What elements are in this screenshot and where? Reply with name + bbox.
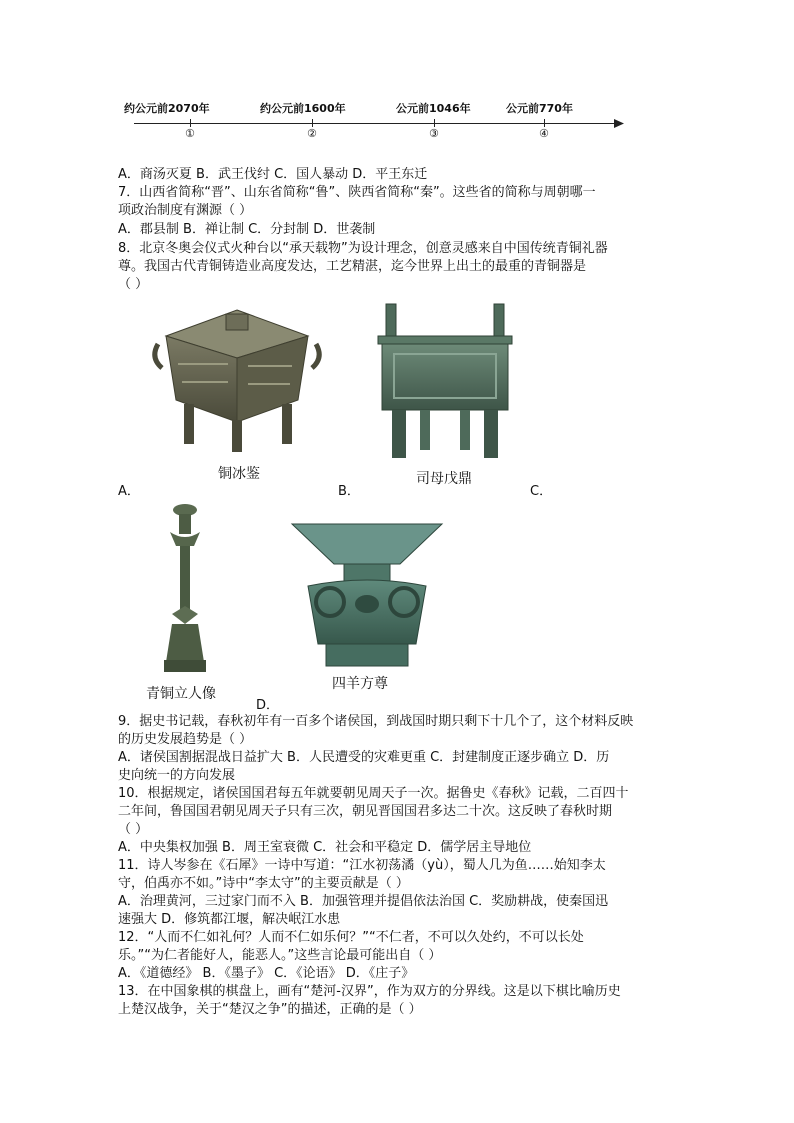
q8-stem-3: （ ）	[118, 277, 149, 292]
q9-options-1: A．诸侯国割据混战日益扩大 B．人民遭受的灾难更重 C．封建制度正逐步确立 D．历	[118, 750, 610, 765]
simuwu-ding-image	[376, 302, 514, 462]
caption-b: 司母戊鼎	[416, 471, 472, 487]
timeline-arrow-icon	[614, 119, 624, 128]
q8-stem-2: 尊。我国古代青铜铸造业高度发达，工艺精湛，迄今世界上出土的最重的青铜器是	[118, 259, 587, 274]
q12-stem-2: 乐。”“为仁者能好人，能恶人。”这些言论最可能出自（ ）	[118, 948, 442, 963]
q13-stem-1: 13．在中国象棋的棋盘上，画有“楚河-汉界”，作为双方的分界线。这是以下棋比喻历史	[118, 984, 621, 999]
timeline-num-4: ④	[539, 127, 549, 140]
q9-options-2: 史向统一的方向发展	[118, 768, 236, 783]
option-c-label: C．	[530, 484, 553, 499]
q8-stem-1: 8．北京冬奥会仪式火种台以“承天载物”为设计理念，创意灵感来自中国传统青铜礼器	[118, 241, 608, 256]
q7-options: A．郡县制 B．禅让制 C．分封制 D．世袭制	[118, 222, 376, 237]
timeline-num-1: ①	[185, 127, 195, 140]
caption-a: 铜冰鉴	[218, 466, 260, 482]
option-d-label: D．	[256, 698, 280, 713]
timeline-label-2: 约公元前1600年	[260, 102, 346, 115]
q13-stem-2: 上楚汉战争，关于“楚汉之争”的描述，正确的是（ ）	[118, 1002, 422, 1017]
q9-stem-1: 9．据史书记载，春秋初年有一百多个诸侯国，到战国时期只剩下十几个了，这个材料反映	[118, 714, 634, 729]
timeline-tick	[190, 119, 191, 127]
q10-options: A．中央集权加强 B．周王室衰微 C．社会和平稳定 D．儒学居主导地位	[118, 840, 532, 855]
q12-options: A．《道德经》 B．《墨子》 C．《论语》 D．《庄子》	[118, 966, 415, 981]
q11-options-1: A．治理黄河，三过家门而不入 B．加强管理并提倡依法治国 C．奖励耕战，使秦国迅	[118, 894, 609, 909]
q10-stem-2: 二年间，鲁国国君朝见周天子只有三次，朝见晋国国君多达二十次。这反映了春秋时期	[118, 804, 613, 819]
timeline-label-3: 公元前1046年	[396, 102, 471, 115]
q7-stem-1: 7．山西省简称“晋”、山东省简称“鲁”、陕西省简称“秦”。这些省的简称与周朝哪一	[118, 185, 596, 200]
timeline-axis	[134, 123, 618, 124]
option-a-label: A．	[118, 484, 140, 499]
timeline-tick	[312, 119, 313, 127]
timeline-num-3: ③	[429, 127, 439, 140]
q12-stem-1: 12．“人而不仁如礼何？人而不仁如乐何？”“不仁者，不可以久处约，不可以长处	[118, 930, 584, 945]
q11-options-2: 速强大 D．修筑都江堰，解决岷江水患	[118, 912, 341, 927]
timeline-tick	[544, 119, 545, 127]
q11-stem-2: 守，伯禹亦不如。”诗中“李太守”的主要贡献是（ ）	[118, 876, 409, 891]
timeline-tick	[434, 119, 435, 127]
q11-stem-1: 11．诗人岑参在《石犀》一诗中写道：“江水初荡潏（yù），蜀人几为鱼……始知李太	[118, 858, 606, 873]
q10-stem-1: 10．根据规定，诸侯国国君每五年就要朝见周天子一次。据鲁史《春秋》记载，二百四十	[118, 786, 629, 801]
q9-stem-2: 的历史发展趋势是（ ）	[118, 732, 253, 747]
q6-options: A．商汤灭夏 B．武王伐纣 C．国人暴动 D．平王东迁	[118, 167, 428, 182]
caption-c: 青铜立人像	[146, 686, 216, 702]
timeline-label-4: 公元前770年	[506, 102, 573, 115]
q7-stem-2: 项政治制度有渊源（ ）	[118, 203, 253, 218]
timeline-num-2: ②	[307, 127, 317, 140]
four-ram-square-zun-image	[288, 520, 446, 670]
timeline-label-1: 约公元前2070年	[124, 102, 210, 115]
bronze-standing-figure-image	[158, 502, 212, 674]
bronze-ice-chest-image	[148, 304, 326, 456]
q10-stem-3: （ ）	[118, 822, 149, 837]
option-b-label: B．	[338, 484, 360, 499]
caption-d: 四羊方尊	[332, 676, 388, 692]
